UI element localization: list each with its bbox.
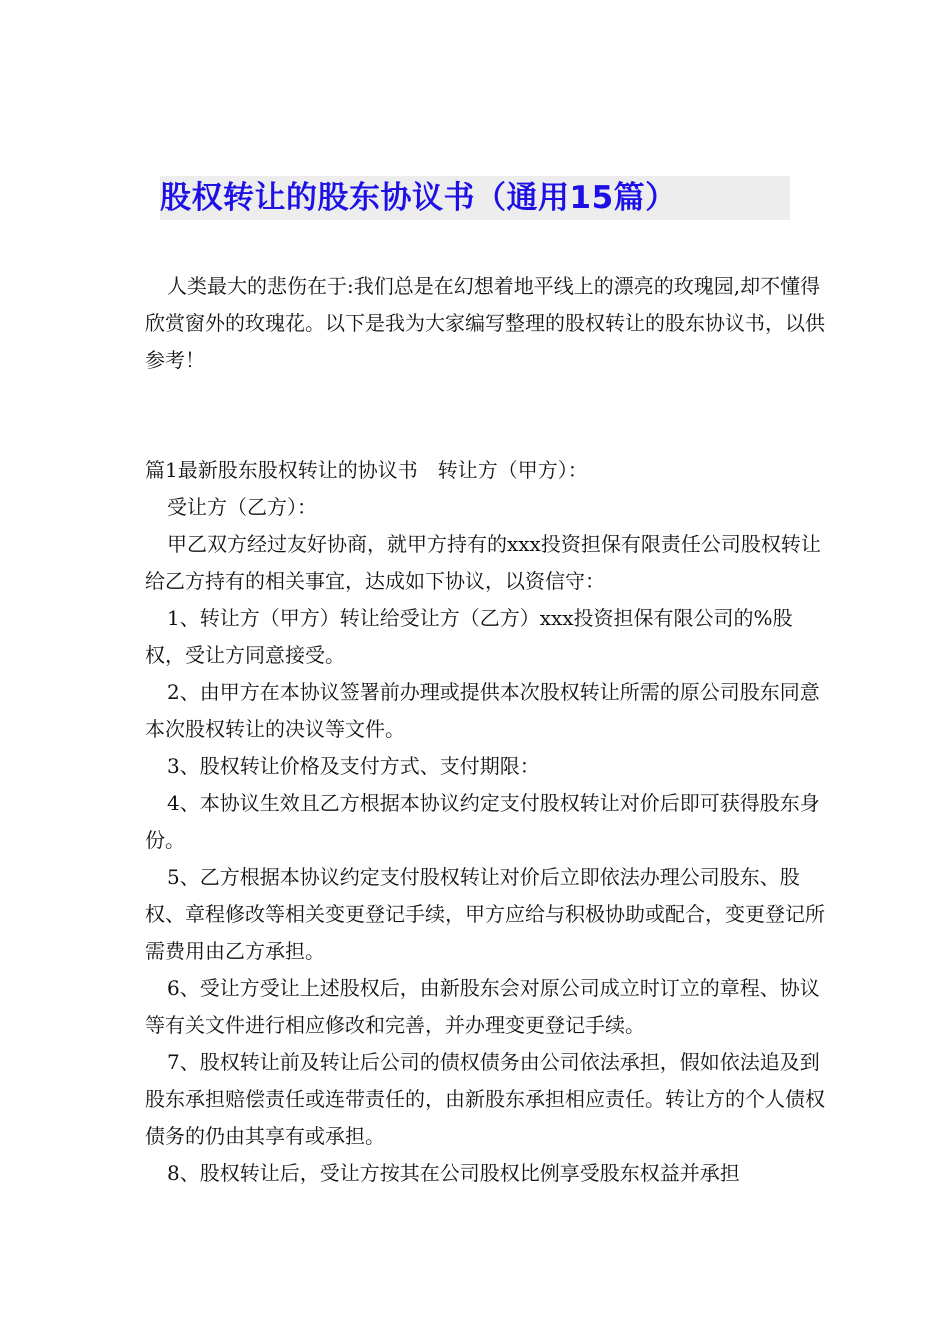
intro-section — [145, 268, 825, 379]
paragraph-7: 4、本协议生效且乙方根据本协议约定支付股权转让对价后即可获得股东身份。 — [145, 791, 820, 852]
paragraph-5: 2、由甲方在本协议签署前办理或提供本次股权转让所需的原公司股东同意本次股权转让的决议等文件。 — [145, 680, 820, 741]
paragraph-8: 5、乙方根据本协议约定支付股权转让对价后立即依法办理公司股东、股权、章程修改等相关变更登记手续，甲方应给与积极协助或配合，变更登记所需费用由乙方承担。 — [145, 865, 825, 963]
paragraph-1: 篇1最新股东股权转让的协议书 转让方（甲方）： — [145, 458, 588, 482]
paragraph-2: 受让方（乙方）： — [167, 495, 317, 519]
paragraph-3: 甲乙双方经过友好协商，就甲方持有的xxx投资担保有限责任公司股权转让给乙方持有的相关事宜，达成如下协议，以资信守： — [145, 532, 821, 593]
intro-paragraph: 人类最大的悲伤在于:我们总是在幻想着地平线上的漂亮的玫瑰园,却不懂得欣赏窗外的玫瑰花。以下是我为大家编写整理的股权转让的股东协议书，以供参考！ — [145, 274, 825, 372]
document-title: 股权转让的股东协议书（通用15篇） — [160, 180, 677, 216]
paragraph-10: 7、股权转让前及转让后公司的债权债务由公司依法承担，假如依法追及到股东承担赔偿责任或连带责任的，由新股东承担相应责任。转让方的个人债权债务的仍由其享有或承担。 — [145, 1050, 825, 1148]
paragraph-9: 6、受让方受让上述股权后，由新股东会对原公司成立时订立的章程、协议等有关文件进行相应修改和完善，并办理变更登记手续。 — [145, 976, 820, 1037]
paragraph-4: 1、转让方（甲方）转让给受让方（乙方）xxx投资担保有限公司的%股权，受让方同意接受。 — [145, 606, 793, 667]
agreement-body — [145, 452, 825, 1192]
paragraph-6: 3、股权转让价格及支付方式、支付期限： — [167, 754, 540, 778]
title-highlight — [160, 176, 790, 220]
paragraph-11: 8、股权转让后，受让方按其在公司股权比例享受股东权益并承担 — [167, 1161, 740, 1185]
